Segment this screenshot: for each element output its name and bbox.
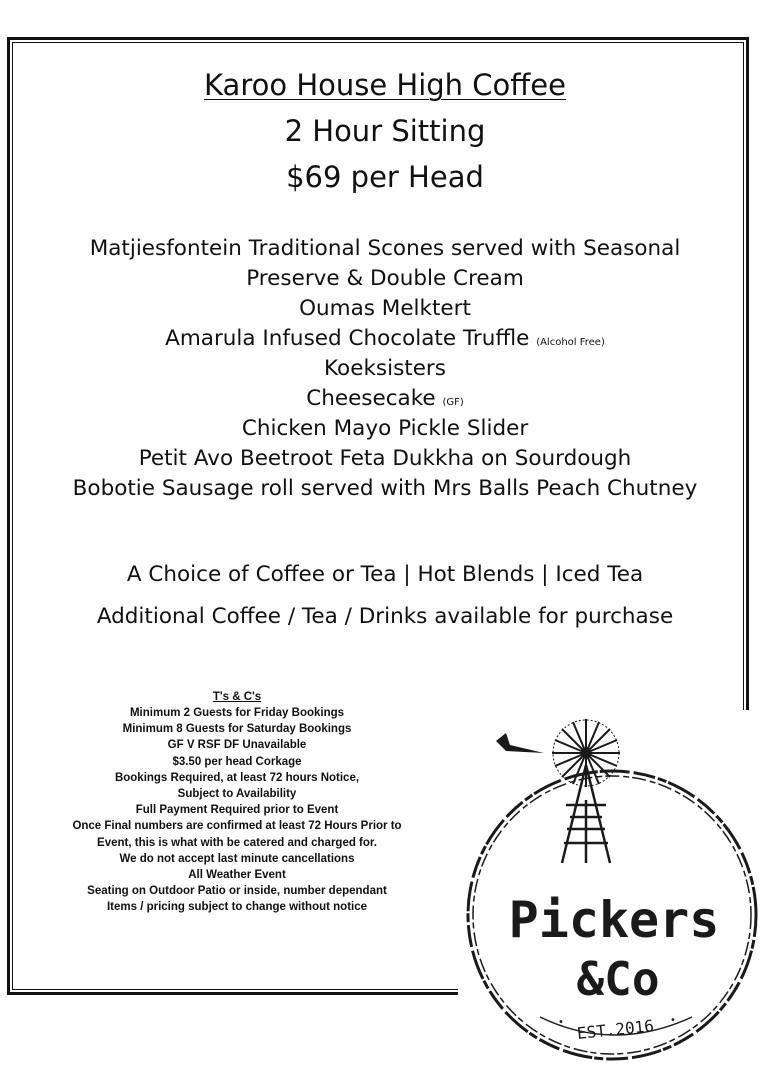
drinks-choice: A Choice of Coffee or Tea | Hot Blends | Iced Tea — [126, 562, 644, 587]
menu-item — [0, 234, 770, 264]
menu-item-name: Petit Avo Beetroot Feta Dukkha on Sourdough — [138, 446, 632, 471]
terms-line: Full Payment Required prior to Event — [135, 804, 339, 817]
terms-line: Minimum 2 Guests for Friday Bookings — [129, 707, 345, 719]
logo-name-line1: Pickers — [508, 891, 720, 949]
terms-list — [0, 705, 474, 915]
terms-line: $3.50 per head Corkage — [172, 755, 302, 768]
menu-item — [0, 264, 770, 294]
drinks-additional: Additional Coffee / Tea / Drinks available for purchase — [96, 604, 674, 629]
sitting-duration: 2 Hour Sitting — [284, 114, 486, 148]
menu-item-name: Bobotie Sausage roll served with Mrs Balls Peach Chutney — [72, 476, 698, 501]
windmill-icon — [496, 719, 620, 863]
menu-item-name: Koeksisters — [324, 356, 446, 381]
menu-item-name: Preserve & Double Cream — [246, 266, 524, 291]
menu-item — [0, 444, 770, 474]
menu-items-list — [0, 234, 770, 504]
logo-name-line2: &Co — [576, 952, 660, 1006]
price-per-head: $69 per Head — [286, 160, 484, 194]
terms-line: Once Final numbers are confirmed at least 72 Hours Prior to — [72, 820, 402, 833]
terms-line: Seating on Outdoor Patio or inside, number dependant — [87, 885, 387, 898]
menu-item-name: Oumas Melktert — [299, 296, 471, 321]
established-banner — [540, 1015, 692, 1043]
menu-item-note: (Alcohol Free) — [536, 337, 605, 348]
pickers-and-co-logo — [458, 705, 770, 1081]
banner-dot-left: • — [558, 1017, 564, 1028]
terms-line: Items / pricing subject to change without notice — [106, 901, 368, 914]
menu-item-name: Matjiesfontein Traditional Scones served with Seasonal — [89, 236, 681, 261]
menu-item — [0, 324, 770, 354]
terms-line: Subject to Availability — [177, 787, 297, 800]
menu-item — [0, 414, 770, 444]
menu-item-name: Cheesecake — [306, 386, 436, 411]
menu-item — [0, 384, 770, 414]
banner-dot-right: • — [670, 1015, 676, 1026]
terms-line: Bookings Required, at least 72 hours Notice, — [114, 771, 360, 784]
menu-item — [0, 294, 770, 324]
menu-item-name: Amarula Infused Chocolate Truffle — [165, 326, 530, 351]
terms-line: GF V RSF DF Unavailable — [167, 739, 307, 752]
menu-item — [0, 354, 770, 384]
menu-title: Karoo House High Coffee — [204, 68, 566, 102]
menu-item — [0, 474, 770, 504]
terms-line: We do not accept last minute cancellations — [119, 852, 355, 865]
terms-heading: T's & C's — [212, 691, 262, 703]
terms-line: Minimum 8 Guests for Saturday Bookings — [122, 723, 352, 736]
menu-item-name: Chicken Mayo Pickle Slider — [241, 416, 529, 441]
menu-item-note: (GF) — [442, 397, 464, 408]
established-year: EST.2016 — [576, 1016, 655, 1044]
terms-line: Event, this is what with be catered and charged for. — [97, 836, 377, 849]
terms-line: All Weather Event — [188, 868, 286, 881]
